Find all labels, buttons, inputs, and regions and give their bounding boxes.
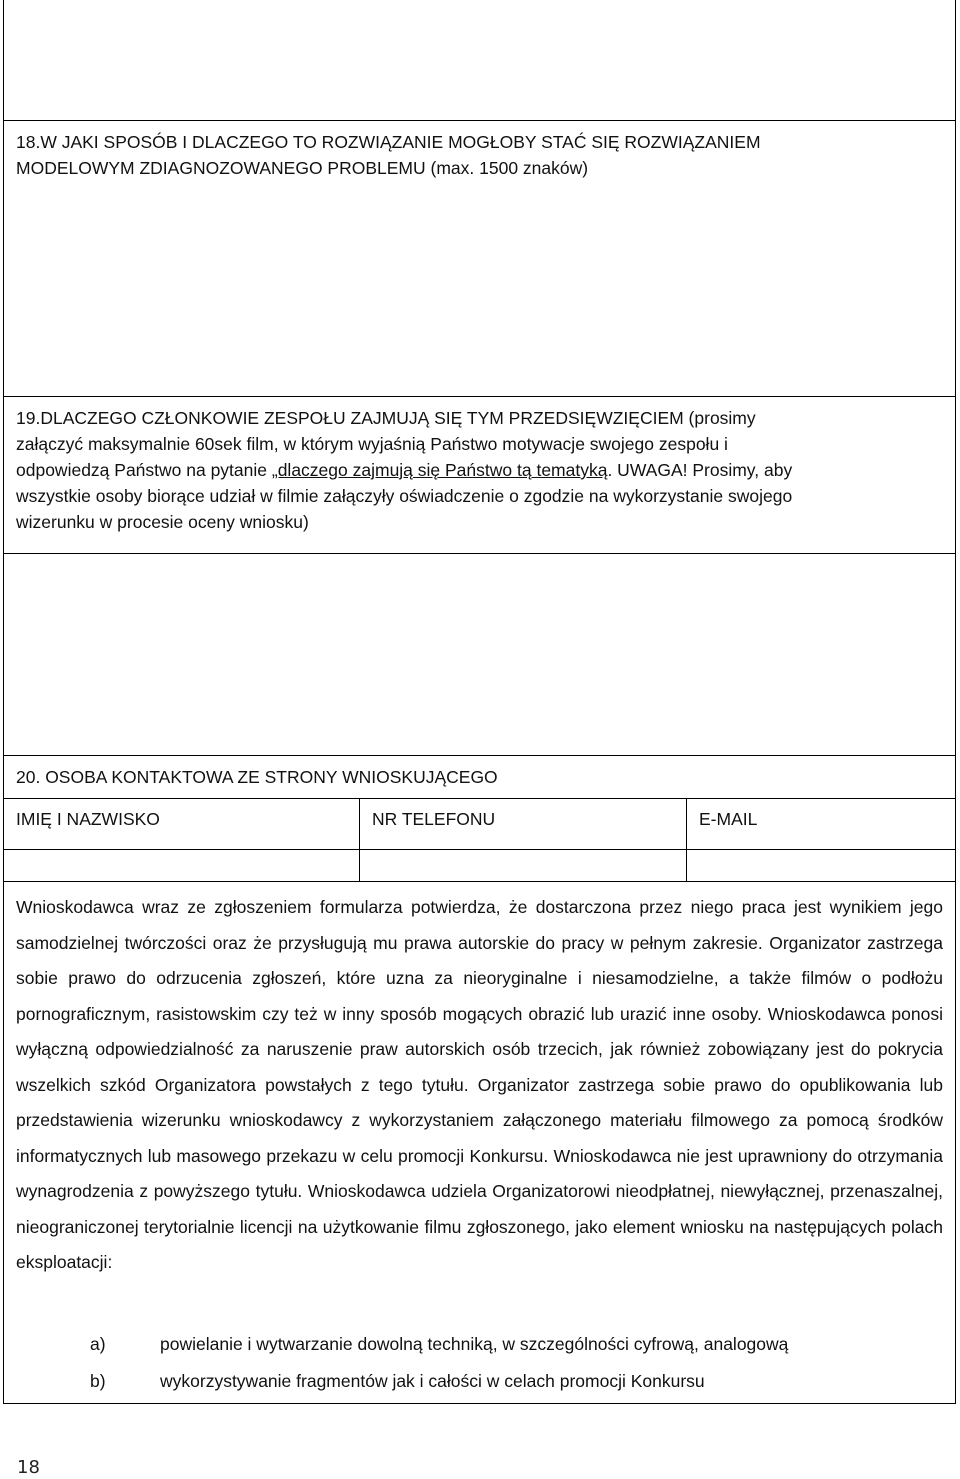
field-item-b-label: b) — [90, 1371, 106, 1391]
field-item-a-label: a) — [90, 1334, 106, 1354]
contact-col-divider-2 — [686, 798, 687, 881]
q20-top-rule — [3, 755, 956, 756]
column-name-header: IMIĘ I NAZWISKO — [16, 809, 160, 829]
page-number: 18 — [17, 1457, 40, 1478]
field-item-a — [90, 1331, 788, 1357]
q19-line-3 — [16, 457, 936, 483]
contact-header-rule — [3, 849, 956, 850]
q19-line-1: 19.DLACZEGO CZŁONKOWIE ZESPOŁU ZAJMUJĄ SIĘ TYM PRZEDSIĘWZIĘCIEM (prosimy — [16, 408, 756, 428]
contact-col-divider-1 — [359, 798, 360, 881]
field-item-a-text: powielanie i wytwarzanie dowolną techniką, w szczególności cyfrową, analogową — [160, 1334, 789, 1354]
question-19 — [16, 405, 936, 535]
q19-line-3c: . UWAGA! Prosimy, aby — [607, 460, 793, 480]
question-18 — [16, 129, 936, 181]
contact-row-rule — [3, 881, 956, 882]
q19-question-quote: „dlaczego zajmują się Państwo tą tematyką — [271, 460, 608, 480]
column-phone-header: NR TELEFONU — [372, 809, 496, 829]
declaration-paragraph: Wnioskodawca wraz ze zgłoszeniem formularza potwierdza, że dostarczona przez niego praca jest wynikiem jego samodzielnej twórczości oraz że przysługują mu prawa autorskie do pracy w pełnym zakresie. Organizator zastrzega sobie prawo do odrzucenia zgłoszeń, które uzna za nieoryginalne i niesamodzielne, a także filmów o podłożu pornograficznym, rasistowskim czy też w inny sposób mogących obrazić lub urazić inne osoby. Wnioskodawca ponosi wyłączną odpowiedzialność za naruszenie praw autorskich osób trzecich, jak również zobowiązany jest do pokrycia wszelkich szkód Organizatora powstałych z tego tytułu. Organizator zastrzega sobie prawo do opublikowania lub przedstawienia wizerunku wnioskodawcy z wykorzystaniem załączonego materiału filmowego za pomocą środków informatycznych lub masowego przekazu w celu promocji Konkursu. Wnioskodawca nie jest uprawniony do otrzymania wynagrodzenia z powyższego tytułu. Wnioskodawca udziela Organizatorowi nieodpłatnej, niewyłącznej, przenaszalnej, nieograniczonej terytorialnie licencji na użytkowanie filmu zgłoszonego, jako element wniosku na następujących polach eksploatacji: — [16, 897, 943, 1272]
field-item-b-text: wykorzystywanie fragmentów jak i całości w celach promocji Konkursu — [160, 1371, 705, 1391]
q18-line-1: 18.W JAKI SPOSÓB I DLACZEGO TO ROZWIĄZANIE MOGŁOBY STAĆ SIĘ ROZWIĄZANIEM — [16, 132, 761, 152]
column-email-header: E-MAIL — [699, 809, 758, 829]
q19-line-3a: odpowiedzą Państwo na pytanie — [16, 460, 272, 480]
q19-top-rule — [3, 396, 956, 397]
q19-bottom-rule — [3, 553, 956, 554]
q19-line-2: załączyć maksymalnie 60sek film, w którym wyjaśnią Państwo motywacje swojego zespołu i — [16, 434, 728, 454]
q19-line-5: wizerunku w procesie oceny wniosku) — [16, 512, 309, 532]
q19-line-4: wszystkie osoby biorące udział w filmie załączyły oświadczenie o zgodzie na wykorzystanie swojego — [16, 486, 793, 506]
q18-line-2: MODELOWYM ZDIAGNOZOWANEGO PROBLEMU (max. 1500 znaków) — [16, 158, 589, 178]
question-20-title: 20. OSOBA KONTAKTOWA ZE STRONY WNIOSKUJĄCEGO — [16, 767, 498, 787]
field-item-b — [90, 1368, 705, 1394]
q20-title-rule — [3, 798, 956, 799]
q18-top-rule — [3, 120, 956, 121]
